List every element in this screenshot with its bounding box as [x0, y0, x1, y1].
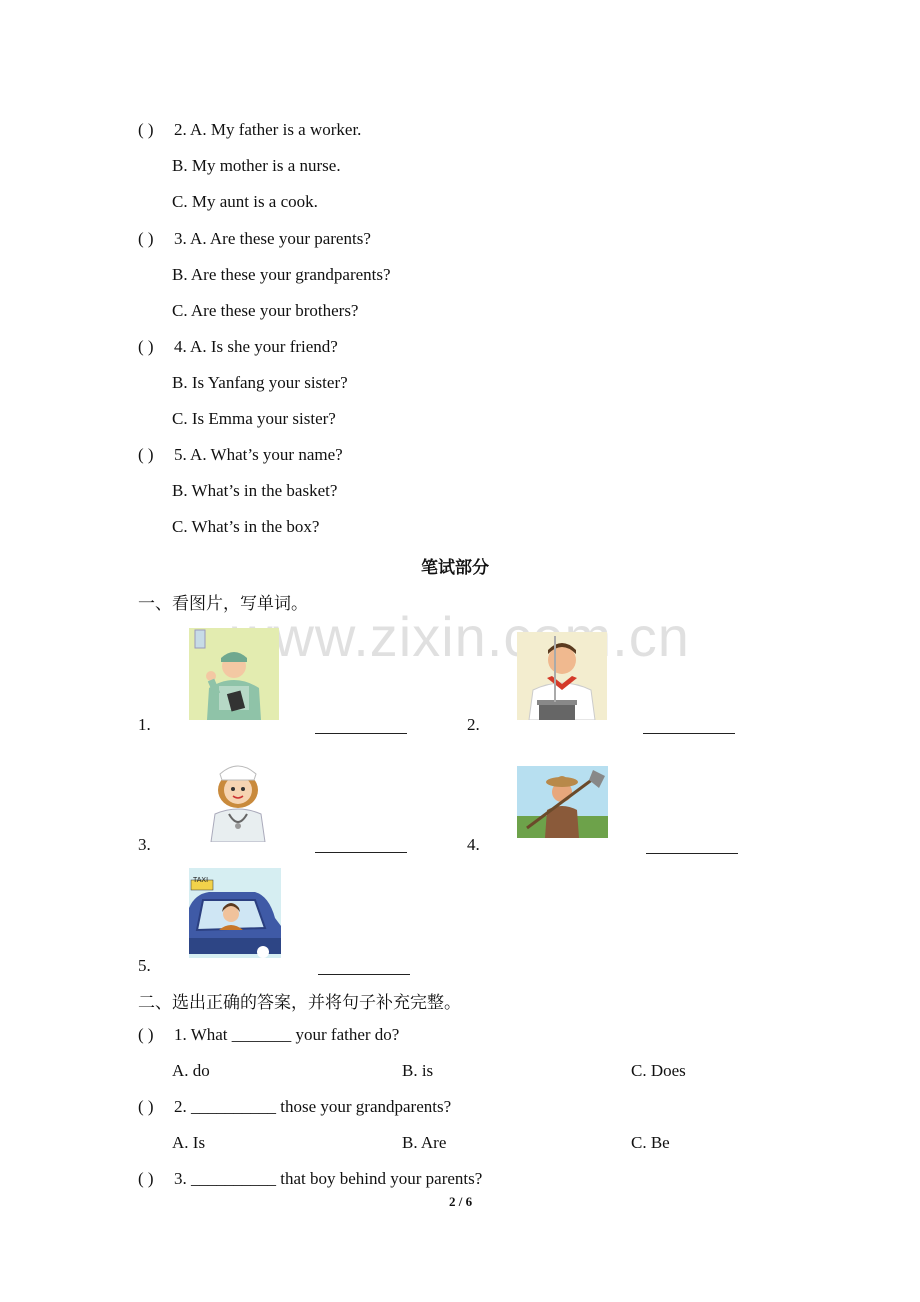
- answer-paren[interactable]: ( ): [138, 1097, 154, 1116]
- cook-picture: [517, 632, 607, 720]
- item-number: 1.: [138, 715, 151, 734]
- answer-paren[interactable]: ( ): [138, 1025, 154, 1044]
- option-b: B. Are: [402, 1133, 447, 1152]
- item-number: 5.: [138, 956, 151, 975]
- question-line: 1. What _______ your father do?: [174, 1025, 400, 1044]
- option-c: C. Are these your brothers?: [172, 301, 359, 320]
- question-line: 3. __________ that boy behind your parents?: [174, 1169, 483, 1188]
- watermark: www.zixin.com.cn: [232, 605, 690, 668]
- farmer-picture: [517, 766, 608, 838]
- item-number: 4.: [467, 835, 480, 854]
- answer-blank[interactable]: [318, 974, 410, 975]
- option-c: C. What’s in the box?: [172, 517, 320, 536]
- option-b: B. My mother is a nurse.: [172, 156, 341, 175]
- option-a: A. Is: [172, 1133, 206, 1152]
- answer-blank[interactable]: [643, 733, 735, 734]
- question-line: 2. A. My father is a worker.: [174, 120, 362, 139]
- part1-title: 一、看图片，写单词。: [138, 594, 308, 613]
- option-c: C. Does: [631, 1061, 686, 1080]
- taxi-sign: TAXI: [193, 877, 209, 884]
- question-line: 4. A. Is she your friend?: [174, 337, 338, 356]
- question-line: 2. __________ those your grandparents?: [174, 1097, 452, 1116]
- option-b: B. Is Yanfang your sister?: [172, 373, 348, 392]
- answer-blank[interactable]: [315, 733, 407, 734]
- part2-title: 二、选出正确的答案，并将句子补充完整。: [138, 993, 461, 1012]
- question-line: 5. A. What’s your name?: [174, 445, 343, 464]
- answer-paren[interactable]: ( ): [138, 445, 154, 464]
- nurse-picture: [189, 628, 279, 720]
- doctor-picture: [205, 756, 271, 842]
- option-c: C. Be: [631, 1133, 670, 1152]
- question-line: 3. A. Are these your parents?: [174, 229, 371, 248]
- answer-paren[interactable]: ( ): [138, 229, 154, 248]
- option-a: A. do: [172, 1061, 210, 1080]
- option-c: C. My aunt is a cook.: [172, 192, 318, 211]
- item-number: 2.: [467, 715, 480, 734]
- answer-blank[interactable]: [315, 852, 407, 853]
- section-title: 笔试部分: [421, 558, 489, 577]
- item-number: 3.: [138, 835, 151, 854]
- answer-paren[interactable]: ( ): [138, 337, 154, 356]
- page-number: 2 / 6: [449, 1194, 473, 1209]
- option-b: B. Are these your grandparents?: [172, 265, 391, 284]
- option-b: B. What’s in the basket?: [172, 481, 338, 500]
- option-c: C. Is Emma your sister?: [172, 409, 336, 428]
- answer-paren[interactable]: ( ): [138, 1169, 154, 1188]
- option-b: B. is: [402, 1061, 434, 1080]
- answer-paren[interactable]: ( ): [138, 120, 154, 139]
- answer-blank[interactable]: [646, 853, 738, 854]
